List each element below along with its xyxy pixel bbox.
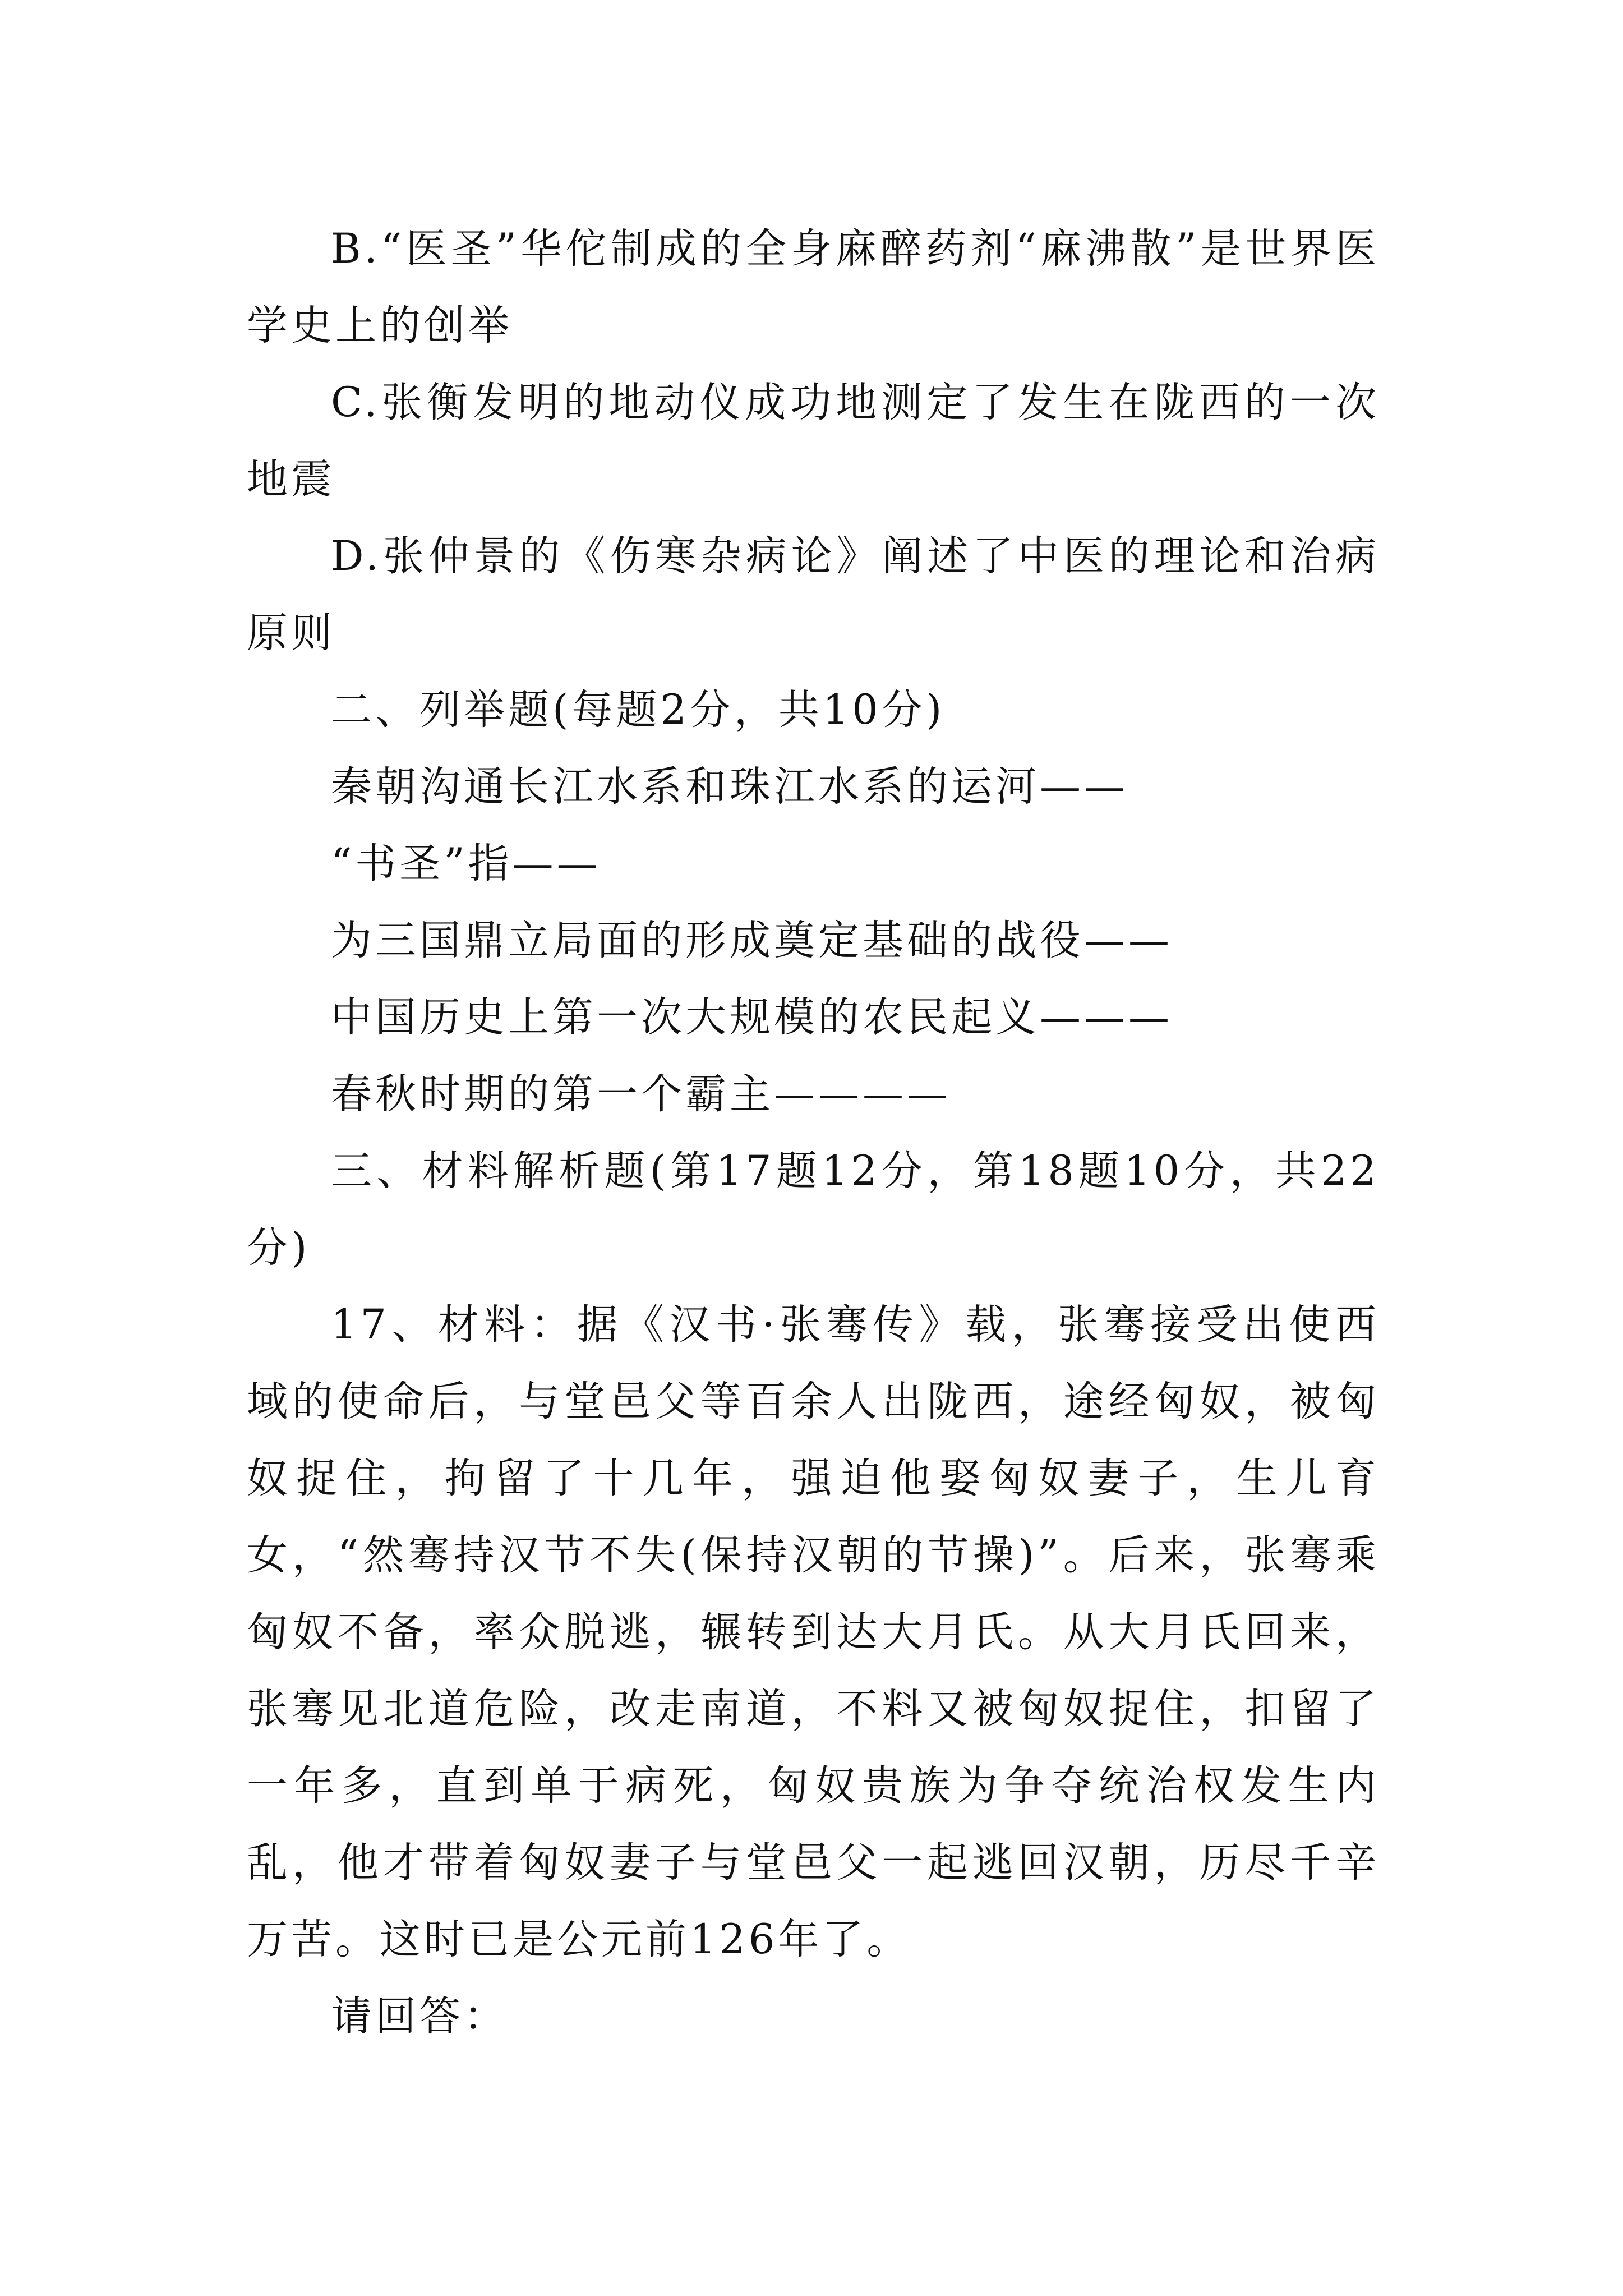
listing-question-3: 为三国鼎立局面的形成奠定基础的战役—— bbox=[331, 917, 1173, 964]
listing-question-4: 中国历史上第一次大规模的农民起义——— bbox=[331, 993, 1173, 1041]
listing-question-2: “书圣”指—— bbox=[331, 840, 601, 887]
section-heading-material: 三、材料解析题(第17题12分，第18题10分，共22分) bbox=[247, 1147, 1380, 1272]
option-d-text: D.张仲景的《伤寒杂病论》阐述了中医的理论和治病原则 bbox=[247, 532, 1380, 657]
document-body bbox=[247, 210, 1380, 2055]
listing-question-5: 春秋时期的第一个霸主———— bbox=[331, 1070, 951, 1118]
option-c-text: C.张衡发明的地动仪成功地测定了发生在陇西的一次地震 bbox=[247, 379, 1380, 503]
answer-prompt: 请回答： bbox=[331, 1993, 508, 2040]
option-b-text: B.“医圣”华佗制成的全身麻醉药剂“麻沸散”是世界医学史上的创举 bbox=[247, 225, 1380, 349]
material-17-text: 17、材料：据《汉书·张骞传》载，张骞接受出使西域的使命后，与堂邑父等百余人出陇西，途经匈奴，被匈奴捉住，拘留了十几年，强迫他娶匈奴妻子，生儿育女，“然骞持汉节不失(保持汉朝的节操)”。后来，张骞乘匈奴不备，率众脱逃，辗转到达大月氏。从大月氏回来，张骞见北道危险，改走南道，不料又被匈奴捉住，扣留了一年多，直到单于病死，匈奴贵族为争夺统治权发生内乱，他才带着匈奴妻子与堂邑父一起逃回汉朝，历尽千辛万苦。这时已是公元前126年了。 bbox=[247, 1301, 1380, 1963]
section-heading-listing: 二、列举题(每题2分，共10分) bbox=[331, 686, 946, 734]
listing-question-1: 秦朝沟通长江水系和珠江水系的运河—— bbox=[331, 763, 1128, 811]
